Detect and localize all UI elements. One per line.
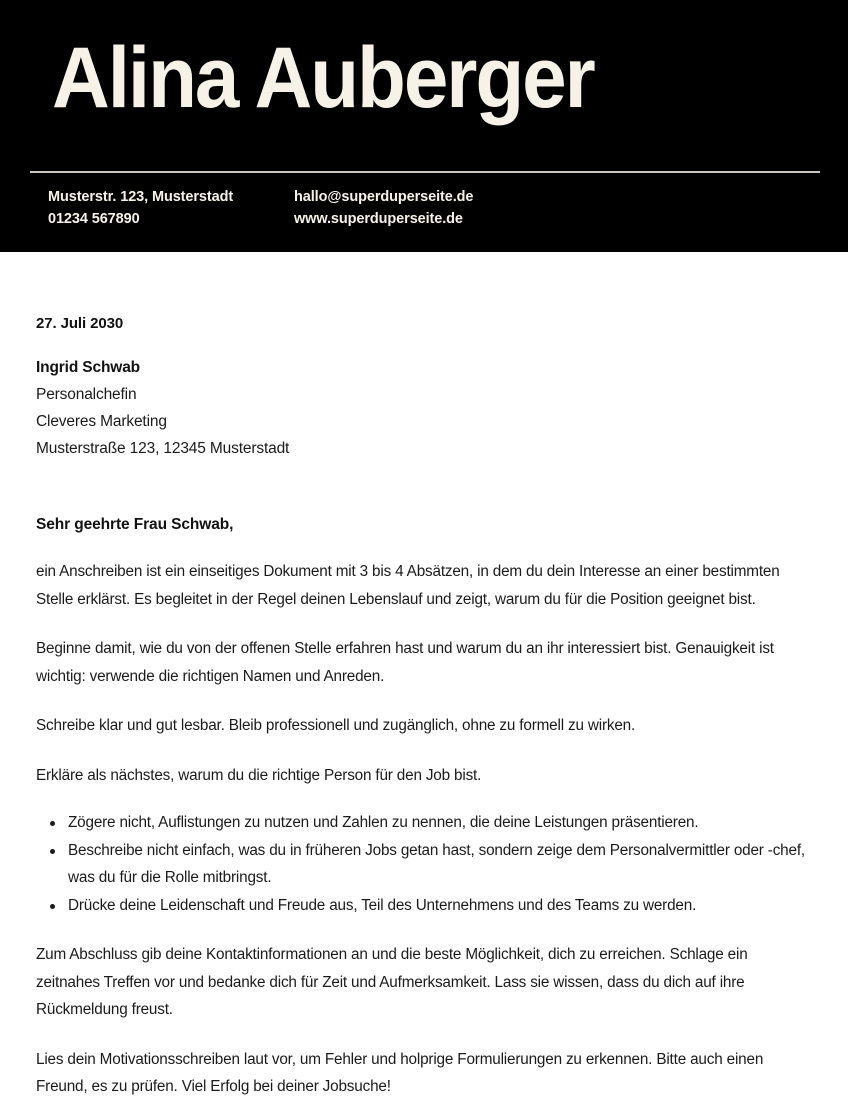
contact-column-address bbox=[48, 186, 294, 230]
body-paragraph: Beginne damit, wie du von der offenen Stelle erfahren hast und warum du an ihr interessiert bist. Genauigkeit ist wichtig: verwende die richtigen Namen und Anreden. bbox=[36, 640, 774, 685]
recipient-block bbox=[36, 354, 810, 462]
contact-column-online bbox=[294, 186, 594, 230]
list-item: Drücke deine Leidenschaft und Freude aus, Teil des Unternehmens und des Teams zu werden. bbox=[68, 892, 810, 920]
body-paragraph: ein Anschreiben ist ein einseitiges Dokument mit 3 bis 4 Absätzen, in dem du dein Interesse an einer bestimmten Stelle erklärst. Es begleitet in der Regel deinen Lebenslauf und zeigt, warum du für die Position geeignet bist. bbox=[36, 563, 780, 608]
list-item: Beschreibe nicht einfach, was du in früheren Jobs getan hast, sondern zeige dem Personalvermittler oder -chef, was du für die Rolle mitbringst. bbox=[68, 837, 810, 892]
bullet-list bbox=[36, 809, 810, 919]
recipient-company: Cleveres Marketing bbox=[36, 413, 167, 430]
page-title: Alina Auberger bbox=[52, 30, 594, 126]
contact-website[interactable]: www.superduperseite.de bbox=[294, 211, 463, 227]
recipient-title: Personalchefin bbox=[36, 386, 137, 403]
contact-email[interactable]: hallo@superduperseite.de bbox=[294, 189, 474, 205]
letter-body bbox=[0, 314, 848, 1101]
letter-date: 27. Juli 2030 bbox=[36, 315, 124, 332]
recipient-name: Ingrid Schwab bbox=[36, 359, 140, 376]
contact-info bbox=[48, 186, 594, 230]
contact-phone: 01234 567890 bbox=[48, 211, 140, 227]
body-paragraph: Erkläre als nächstes, warum du die richtige Person für den Job bist. bbox=[36, 766, 482, 784]
recipient-address: Musterstraße 123, 12345 Musterstadt bbox=[36, 440, 290, 457]
body-paragraph: Zum Abschluss gib deine Kontaktinformationen an und die beste Möglichkeit, dich zu erreichen. Schlage ein zeitnahes Treffen vor und bedanke dich für Zeit und Aufmerksamkeit. Lass sie wissen, dass du dich auf ihre Rückmeldung freust. bbox=[36, 946, 748, 1018]
contact-address: Musterstr. 123, Musterstadt bbox=[48, 189, 234, 205]
salutation: Sehr geehrte Frau Schwab, bbox=[36, 516, 234, 533]
body-paragraph: Lies dein Motivationsschreiben laut vor, um Fehler und holprige Formulierungen zu erkennen. Bitte auch einen Freund, es zu prüfen. Viel Erfolg bei deiner Jobsuche! bbox=[36, 1050, 764, 1095]
letterhead-header bbox=[0, 0, 848, 252]
header-divider bbox=[30, 171, 820, 173]
name-block bbox=[52, 24, 828, 132]
list-item: Zögere nicht, Auflistungen zu nutzen und Zahlen zu nennen, die deine Leistungen präsentieren. bbox=[68, 809, 810, 837]
body-paragraph: Schreibe klar und gut lesbar. Bleib professionell und zugänglich, ohne zu formell zu wirken. bbox=[36, 717, 636, 734]
